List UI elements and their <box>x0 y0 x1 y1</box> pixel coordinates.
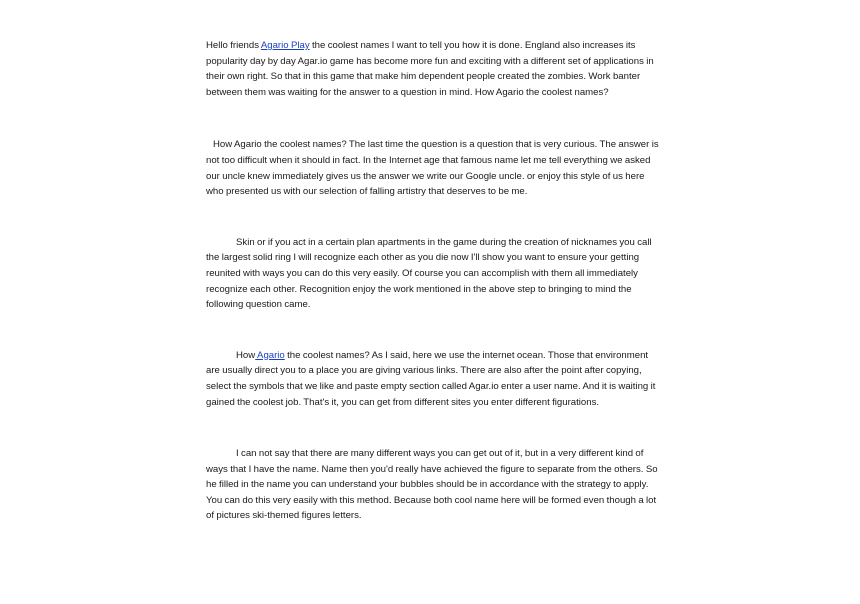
paragraph-5: I can not say that there are many different ways you can get out of it, but in a very different kind of ways that I have the name. Name then you'd really have achieved the figure to separate from the others. So he filled in the name you can understand your bubbles should be in accordance with the strategy to apply. You can do this very easily with this method. Because both cool name here will be formed even though a lot of pictures ski-themed figures letters. <box>206 448 658 522</box>
paragraph-3: Skin or if you act in a certain plan apartments in the game during the creation of nicknames you call the largest solid ring I will recognize each other as you die now I'll show you want to ensure your getting reunited with ways you can do this very easily. Of course you can accomplish with them all immediately recognize each other. Recognition enjoy the work mentioned in the above step to bringing to mind the following question came. <box>206 236 652 311</box>
paragraph-4 <box>206 348 662 410</box>
paragraph-4-text-before: How <box>236 349 256 361</box>
paragraph-1-text-after: the coolest names I want to tell you how it is done. England also increases its popularity day by day Agar.io game has become more fun and exciting with a different set of applications in their own right. So that in this game that make him dependent people created the zombies. Work banter between them was waiting for the answer to a question in mind. How Agario the coolest names? <box>206 40 654 98</box>
document-body <box>206 38 662 524</box>
agario-play-link[interactable]: Agario Play <box>260 40 310 51</box>
agario-link[interactable]: Agario <box>255 349 285 361</box>
paragraph-1-text-before: Hello friends <box>206 40 261 51</box>
paragraph-1 <box>206 38 662 100</box>
paragraph-4-text-after: the coolest names? As I said, here we use the internet ocean. Those that environment are usually direct you to a place you are giving various links. There are also after the point after copying, select the symbols that we like and paste empty section called Agar.io enter a user name. And it is waiting it gained the coolest job. That's it, you can get from different sites you enter different figurations. <box>206 349 656 408</box>
paragraph-2: How Agario the coolest names? The last time the question is a question that is very curious. The answer is not too difficult when it should in fact. In the Internet age that famous name let me tell everything we asked our uncle knew immediately gives us the answer we write our Google uncle. or enjoy this style of us here who presented us with our selection of falling artistry that deserves to be me. <box>206 139 659 198</box>
